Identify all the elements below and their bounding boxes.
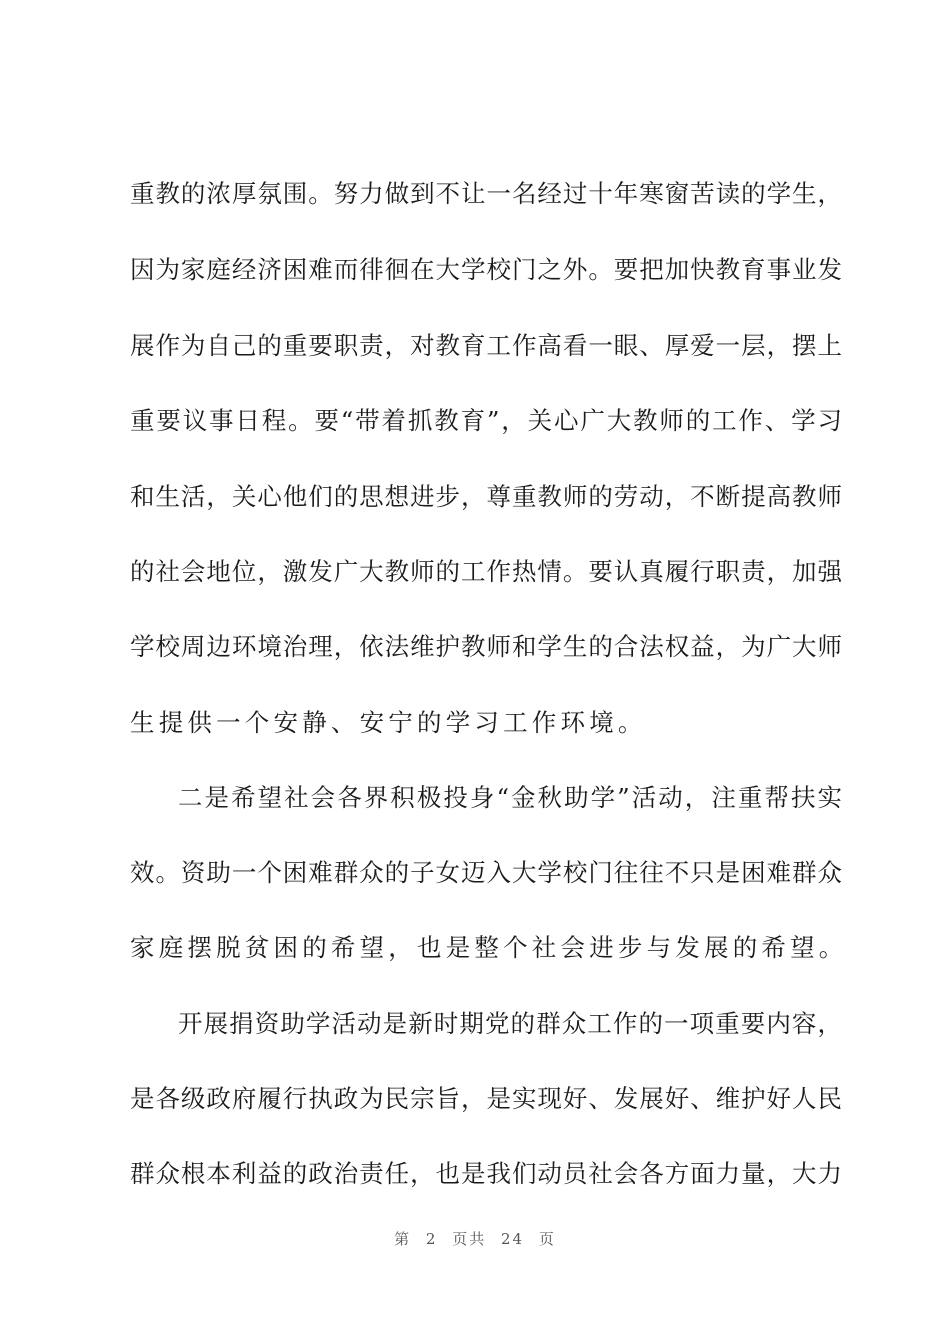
paragraph-start-line: 开展捐资助学活动是新时期党的群众工作的一项重要内容， <box>178 1009 842 1038</box>
paragraph-start-line: 二是希望社会各界积极投身“金秋助学”活动，注重帮扶实 <box>178 783 842 812</box>
text-line: 的社会地位，激发广大教师的工作热情。要认真履行职责，加强 <box>130 557 842 586</box>
text-line: 是各级政府履行执政为民宗旨，是实现好、发展好、维护好人民 <box>130 1084 842 1113</box>
text-line: 效。资助一个困难群众的子女迈入大学校门往往不只是困难群众 <box>130 858 842 887</box>
text-line: 重要议事日程。要“带着抓教育”，关心广大教师的工作、学习 <box>130 406 842 435</box>
text-line: 因为家庭经济困难而徘徊在大学校门之外。要把加快教育事业发 <box>130 255 842 284</box>
text-line: 生提供一个安静、安宁的学习工作环境。 <box>130 708 647 737</box>
text-line: 家庭摆脱贫困的希望，也是整个社会进步与发展的希望。 <box>130 933 848 962</box>
page-number-footer: 第 2 页共 24 页 <box>394 1230 556 1248</box>
text-line: 展作为自己的重要职责，对教育工作高看一眼、厚爱一层，摆上 <box>130 331 842 360</box>
text-line: 重教的浓厚氛围。努力做到不让一名经过十年寒窗苦读的学生， <box>130 179 842 208</box>
text-line: 和生活，关心他们的思想进步，尊重教师的劳动，不断提高教师 <box>130 482 842 511</box>
text-line: 群众根本利益的政治责任，也是我们动员社会各方面力量，大力 <box>130 1159 842 1188</box>
text-line: 学校周边环境治理，依法维护教师和学生的合法权益，为广大师 <box>130 632 842 661</box>
